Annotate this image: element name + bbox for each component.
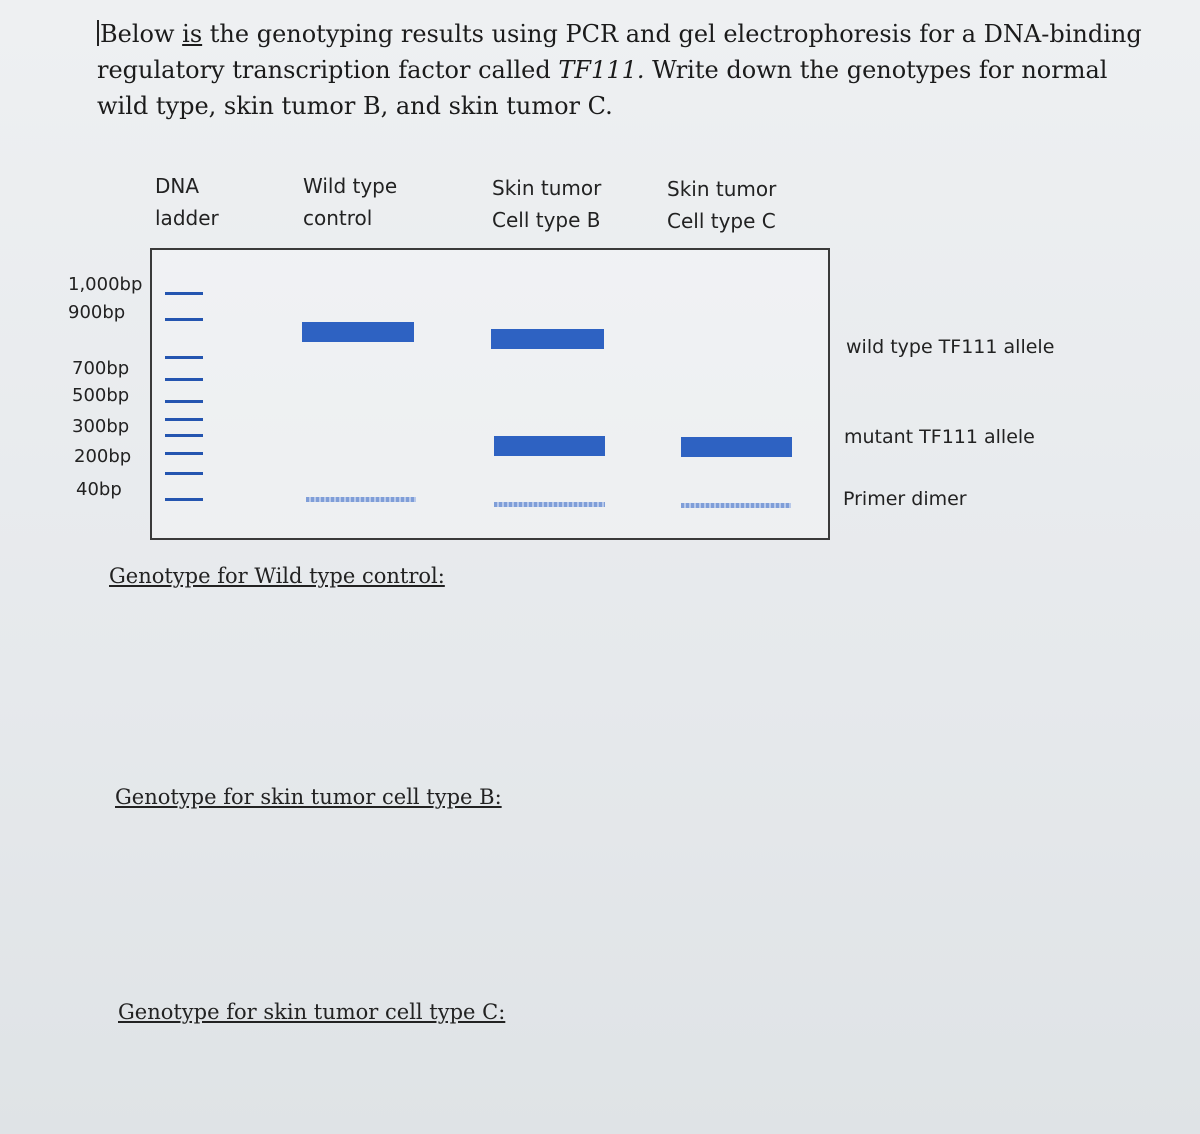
- band-primer-dimer-c-lane: [681, 503, 791, 508]
- gel-box: [150, 248, 830, 540]
- label-mutant-allele: mutant TF111 allele: [844, 426, 1035, 448]
- ladder-size-label: 700bp: [72, 358, 130, 379]
- ladder-band: [165, 472, 203, 475]
- column-header-skin-tumor-b: Skin tumor Cell type B: [492, 176, 602, 232]
- ladder-band: [165, 434, 203, 437]
- answer-prompt-wild-type: Genotype for Wild type control:: [109, 564, 445, 588]
- ladder-band: [165, 400, 203, 403]
- ladder-size-label: 1,000bp: [68, 274, 143, 295]
- ladder-size-label: 300bp: [72, 416, 130, 437]
- ladder-size-label: 40bp: [76, 479, 122, 500]
- ladder-band: [165, 498, 203, 501]
- ladder-band: [165, 292, 203, 295]
- ladder-size-label: 200bp: [74, 446, 132, 467]
- label-primer-dimer: Primer dimer: [843, 488, 967, 510]
- band-wild-type-allele-b-lane: [491, 329, 604, 349]
- column-header-skin-tumor-c: Skin tumor Cell type C: [667, 177, 777, 233]
- ladder-band: [165, 378, 203, 381]
- ladder-band: [165, 452, 203, 455]
- ladder-size-label: 900bp: [68, 302, 126, 323]
- ladder-size-label: 500bp: [72, 385, 130, 406]
- answer-prompt-tumor-b: Genotype for skin tumor cell type B:: [115, 785, 502, 809]
- band-mutant-allele-c-lane: [681, 437, 792, 457]
- ladder-band: [165, 356, 203, 359]
- ladder-band: [165, 418, 203, 421]
- column-header-dna-ladder: DNA ladder: [155, 174, 219, 230]
- answer-prompt-tumor-c: Genotype for skin tumor cell type C:: [118, 1000, 506, 1024]
- band-wild-type-allele-wt-lane: [302, 322, 414, 342]
- gene-name: TF111.: [558, 56, 645, 84]
- column-header-wild-type-control: Wild type control: [303, 174, 398, 230]
- label-wild-type-allele: wild type TF111 allele: [846, 336, 1055, 358]
- text-cursor: [97, 20, 99, 46]
- question-underlined-is: is: [182, 20, 203, 48]
- question-text: Below is the genotyping results using PCR and gel electrophoresis for a DNA-binding regulatory transcription factor called TF111. Write down the genotypes for normal wild type, skin tumor B, and skin tumor C.: [97, 20, 1142, 120]
- ladder-band: [165, 318, 203, 321]
- band-primer-dimer-wt-lane: [306, 497, 416, 502]
- band-primer-dimer-b-lane: [494, 502, 605, 507]
- band-mutant-allele-b-lane: [494, 436, 605, 456]
